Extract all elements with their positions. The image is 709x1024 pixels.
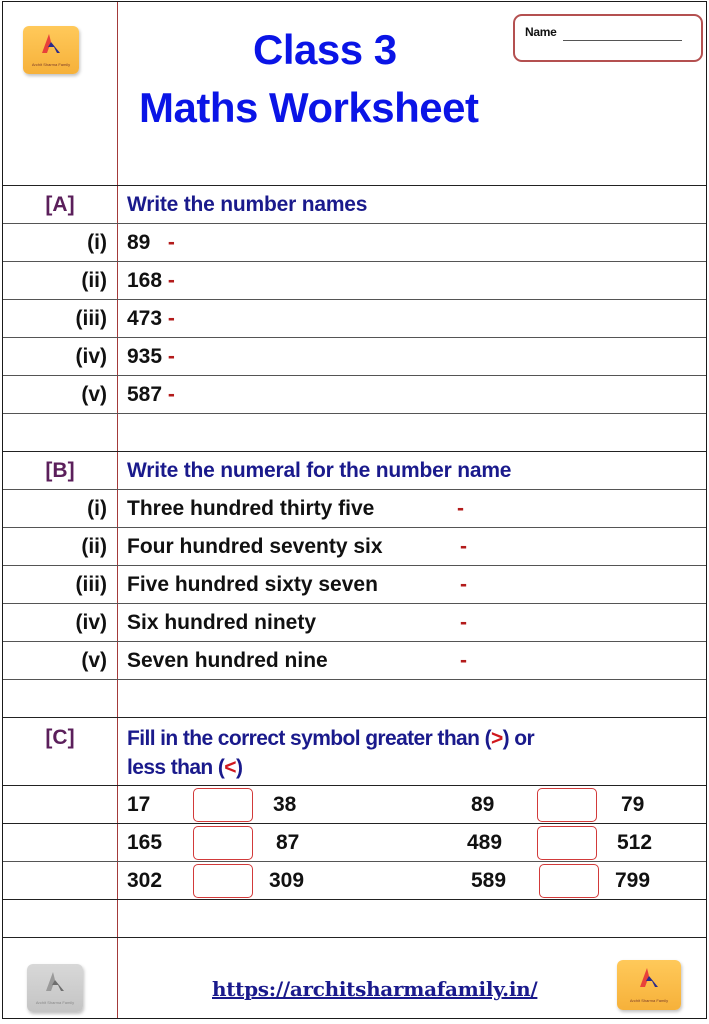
symbol-answer-box[interactable] xyxy=(537,788,597,822)
answer-dash: - xyxy=(167,230,175,254)
number-value: 168 xyxy=(127,268,163,292)
number-name: Four hundred seventy six xyxy=(127,534,383,558)
number-value: 935 xyxy=(127,344,163,368)
item-number: (iii) xyxy=(75,306,107,330)
number-name: Five hundred sixty seven xyxy=(127,572,378,596)
compare-right-number: 79 xyxy=(621,792,645,816)
logo-caption: Archit Sharma Family xyxy=(629,998,669,1003)
item-number: (ii) xyxy=(81,268,107,292)
less-than-symbol: < xyxy=(224,756,236,779)
answer-dash: - xyxy=(460,572,467,596)
spacer-row xyxy=(3,414,706,452)
section-b-header xyxy=(3,452,706,490)
section-b-item[interactable] xyxy=(3,490,706,528)
answer-dash: - xyxy=(460,648,467,672)
symbol-answer-box[interactable] xyxy=(193,788,253,822)
footer-logo-gray xyxy=(27,964,83,1012)
compare-left-number: 17 xyxy=(127,792,151,816)
section-a-item[interactable] xyxy=(3,300,706,338)
logo-caption: Archit Sharma Family xyxy=(35,1000,75,1005)
section-a-item[interactable] xyxy=(3,262,706,300)
section-a-item[interactable] xyxy=(3,376,706,414)
item-number: (v) xyxy=(81,382,107,406)
section-b-title: Write the numeral for the number name xyxy=(127,458,512,482)
compare-left-number: 489 xyxy=(467,830,503,854)
symbol-answer-box[interactable] xyxy=(539,864,599,898)
symbol-answer-box[interactable] xyxy=(193,826,253,860)
logo-a-icon xyxy=(41,33,61,55)
section-a-item[interactable] xyxy=(3,338,706,376)
answer-dash: - xyxy=(460,534,467,558)
compare-left-number: 302 xyxy=(127,868,163,892)
symbol-answer-box[interactable] xyxy=(537,826,597,860)
item-number: (iii) xyxy=(75,572,107,596)
item-number: (ii) xyxy=(81,534,107,558)
worksheet-page xyxy=(2,1,707,1019)
compare-row xyxy=(3,862,706,900)
logo-caption: Archit Sharma Family xyxy=(31,62,71,67)
symbol-answer-box[interactable] xyxy=(193,864,253,898)
number-name: Six hundred ninety xyxy=(127,610,317,634)
answer-dash: - xyxy=(460,610,467,634)
number-value: 587 xyxy=(127,382,163,406)
section-a-title: Write the number names xyxy=(127,192,368,216)
section-a-item[interactable] xyxy=(3,224,706,262)
section-a-header xyxy=(3,186,706,224)
item-number: (i) xyxy=(87,230,107,254)
compare-row xyxy=(3,786,706,824)
compare-right-number: 512 xyxy=(617,830,653,854)
number-name: Three hundred thirty five xyxy=(127,496,375,520)
number-name: Seven hundred nine xyxy=(127,648,328,672)
section-b-item[interactable] xyxy=(3,604,706,642)
item-number: (iv) xyxy=(75,344,107,368)
header-row xyxy=(3,2,706,186)
section-c-title: Fill in the correct symbol greater than (>) or less than (<) xyxy=(127,727,535,779)
section-b-item[interactable] xyxy=(3,566,706,604)
number-value: 89 xyxy=(127,230,151,254)
section-c-header xyxy=(3,718,706,786)
section-c-label: [C] xyxy=(45,726,75,749)
spacer-row xyxy=(3,680,706,718)
number-value: 473 xyxy=(127,306,163,330)
logo-a-icon xyxy=(45,971,65,993)
name-label: Name xyxy=(525,25,557,39)
name-underline xyxy=(563,40,682,41)
answer-dash: - xyxy=(167,382,175,406)
section-b-item[interactable] xyxy=(3,642,706,680)
section-b-item[interactable] xyxy=(3,528,706,566)
compare-left-number: 89 xyxy=(471,792,495,816)
item-number: (v) xyxy=(81,648,107,672)
compare-left-number: 589 xyxy=(471,868,507,892)
compare-left-number: 165 xyxy=(127,830,163,854)
compare-right-number: 38 xyxy=(273,792,297,816)
website-link[interactable]: https://architsharmafamily.in/ xyxy=(212,977,538,1001)
section-a-label: [A] xyxy=(45,192,75,216)
greater-than-symbol: > xyxy=(490,727,503,750)
page-title-line1: Class 3 xyxy=(253,26,397,73)
brand-logo xyxy=(23,26,79,74)
compare-row xyxy=(3,824,706,862)
compare-right-number: 799 xyxy=(615,868,651,892)
item-number: (iv) xyxy=(75,610,107,634)
answer-dash: - xyxy=(167,268,175,292)
compare-right-number: 87 xyxy=(276,830,300,854)
page-title-line2: Maths Worksheet xyxy=(139,84,479,131)
item-number: (i) xyxy=(87,496,107,520)
spacer-row xyxy=(3,900,706,938)
answer-dash: - xyxy=(167,306,175,330)
compare-right-number: 309 xyxy=(269,868,305,892)
answer-dash: - xyxy=(167,344,175,368)
answer-dash: - xyxy=(457,496,464,520)
section-b-label: [B] xyxy=(45,458,75,482)
logo-a-icon xyxy=(639,967,659,989)
name-field[interactable] xyxy=(513,14,703,62)
footer-logo xyxy=(617,960,681,1010)
